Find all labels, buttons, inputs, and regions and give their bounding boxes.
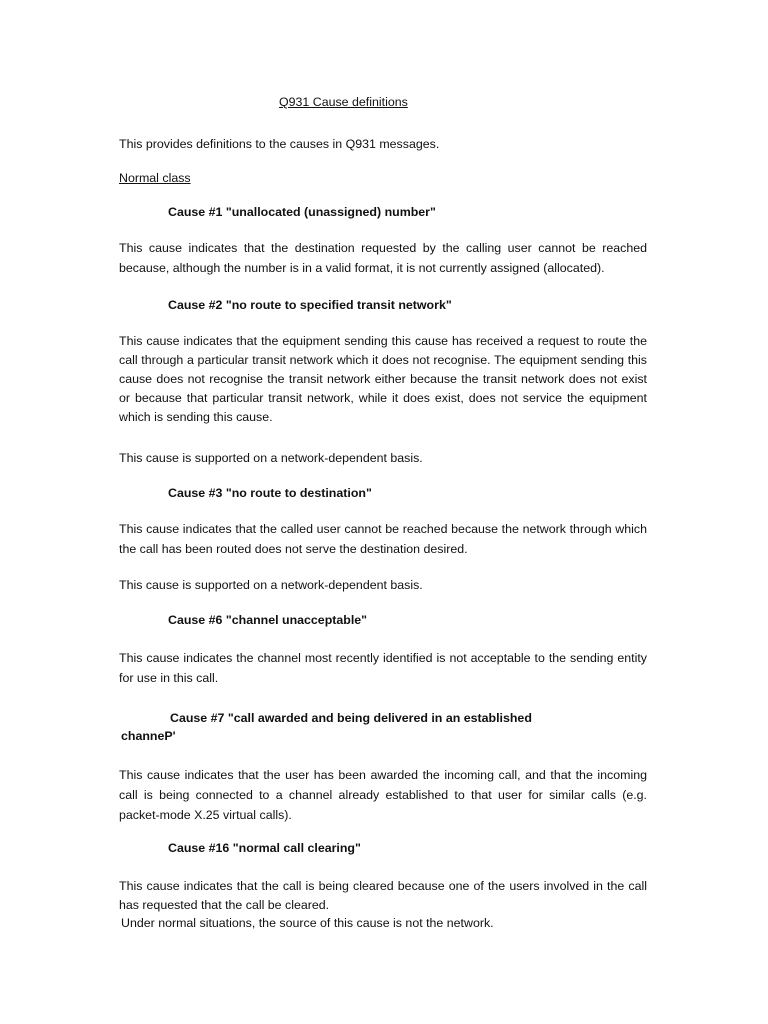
cause-1-description: This cause indicates that the destination requested by the calling user cannot be reached because, although the number is in a valid format, it is not currently assigned (allocated). — [119, 241, 647, 275]
cause-7-heading-continued: channeP' — [121, 729, 176, 743]
cause-1-heading: Cause #1 "unallocated (unassigned) number" — [168, 205, 436, 219]
cause-3-heading: Cause #3 "no route to destination" — [168, 486, 372, 500]
cause-6-heading: Cause #6 "channel unacceptable" — [168, 613, 368, 627]
cause-16-description: This cause indicates that the call is being cleared because one of the users involved in the call has requested that the call be cleared. — [119, 879, 647, 912]
cause-3-note: This cause is supported on a network-dependent basis. — [119, 578, 423, 592]
cause-7-heading: Cause #7 "call awarded and being delivered in an established — [170, 711, 532, 725]
cause-16-note: Under normal situations, the source of this cause is not the network. — [121, 916, 494, 930]
cause-16-heading: Cause #16 "normal call clearing" — [168, 841, 361, 855]
cause-7-description: This cause indicates that the user has been awarded the incoming call, and that the incoming call is being connected to a channel already established to that user for similar calls (e.g. packet-mode X.25 virtual calls). — [119, 768, 647, 822]
cause-2-description: This cause indicates that the equipment sending this cause has received a request to route the call through a particular transit network which it does not recognise. The equipment sending this cause does not recognise the transit network either because the transit network does not exist or because that particular transit network, while it does exist, does not service the equipment which is sending this cause. — [119, 334, 647, 424]
cause-3-description: This cause indicates that the called user cannot be reached because the network through which the call has been routed does not serve the destination desired. — [119, 522, 647, 556]
cause-2-note: This cause is supported on a network-dependent basis. — [119, 451, 423, 465]
intro-text: This provides definitions to the causes in Q931 messages. — [119, 137, 440, 151]
cause-2-heading: Cause #2 "no route to specified transit network" — [168, 298, 452, 312]
cause-6-description: This cause indicates the channel most recently identified is not acceptable to the sending entity for use in this call. — [119, 651, 647, 685]
document-title: Q931 Cause definitions — [279, 95, 408, 109]
section-heading: Normal class — [119, 171, 191, 185]
